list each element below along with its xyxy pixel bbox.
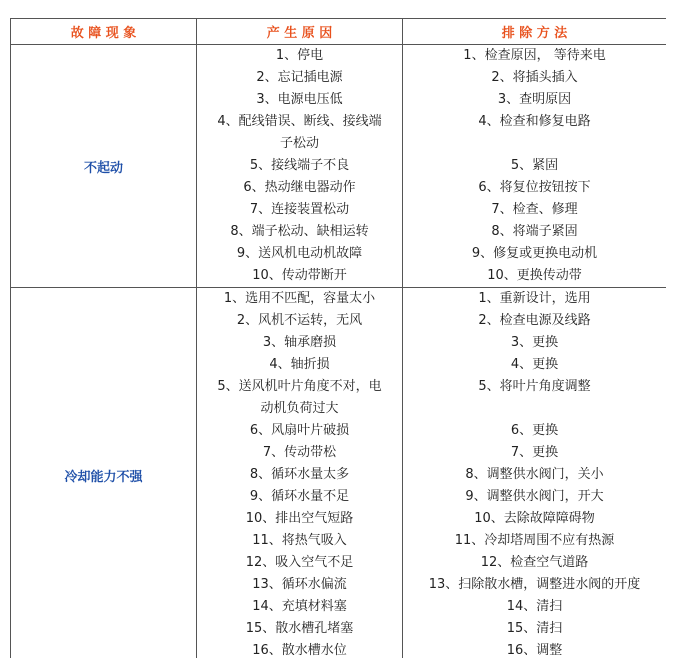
header-symptom: 故 障 现 象 (11, 19, 197, 45)
header-remedy: 排 除 方 法 (403, 19, 667, 45)
cause-item: 15、散水槽孔堵塞 (197, 618, 402, 640)
cause-item: 11、将热气吸入 (197, 530, 402, 552)
remedy-item: 9、调整供水阀门，开大 (403, 486, 666, 508)
remedy-item: 13、扫除散水槽，调整进水阀的开度 (403, 574, 666, 596)
remedy-item: 7、更换 (403, 442, 666, 464)
cause-item: 2、风机不运转，无风 (197, 310, 402, 332)
remedy-list (403, 45, 667, 288)
cause-item: 动机负荷过大 (197, 398, 402, 420)
remedy-item: 8、调整供水阀门，关小 (403, 464, 666, 486)
cause-item: 2、忘记插电源 (197, 67, 402, 89)
cause-item: 3、轴承磨损 (197, 332, 402, 354)
cause-item: 5、送风机叶片角度不对，电 (197, 376, 402, 398)
cause-item: 1、停电 (197, 45, 402, 67)
table-row (11, 45, 667, 288)
header-row (11, 19, 667, 45)
cause-item: 8、端子松动、缺相运转 (197, 221, 402, 243)
remedy-item: 5、将叶片角度调整 (403, 376, 666, 398)
remedy-item: 8、将端子紧固 (403, 221, 666, 243)
fault-table (10, 18, 666, 658)
table-row (11, 288, 667, 658)
header-cause: 产 生 原 因 (197, 19, 403, 45)
remedy-item: 3、查明原因 (403, 89, 666, 111)
remedy-item: 5、紧固 (403, 155, 666, 177)
cause-item: 3、电源电压低 (197, 89, 402, 111)
remedy-item: 2、将插头插入 (403, 67, 666, 89)
cause-list (197, 288, 403, 658)
remedy-item: 9、修复或更换电动机 (403, 243, 666, 265)
cause-item: 6、热动继电器动作 (197, 177, 402, 199)
cause-item: 10、传动带断开 (197, 265, 402, 287)
cause-item: 12、吸入空气不足 (197, 552, 402, 574)
cause-item: 8、循环水量太多 (197, 464, 402, 486)
remedy-item: 14、清扫 (403, 596, 666, 618)
cause-item: 9、送风机电动机故障 (197, 243, 402, 265)
cause-item: 9、循环水量不足 (197, 486, 402, 508)
remedy-item: 6、更换 (403, 420, 666, 442)
remedy-item: 7、检查、修理 (403, 199, 666, 221)
remedy-item: 12、检查空气道路 (403, 552, 666, 574)
cause-item: 7、连接装置松动 (197, 199, 402, 221)
remedy-item (403, 133, 666, 155)
remedy-item: 10、更换传动带 (403, 265, 666, 287)
remedy-item: 4、更换 (403, 354, 666, 376)
cause-item: 4、配线错误、断线、接线端 (197, 111, 402, 133)
cause-item: 子松动 (197, 133, 402, 155)
cause-item: 6、风扇叶片破损 (197, 420, 402, 442)
cause-item: 13、循环水偏流 (197, 574, 402, 596)
remedy-item: 10、去除故障障碍物 (403, 508, 666, 530)
remedy-item: 2、检查电源及线路 (403, 310, 666, 332)
cause-list (197, 45, 403, 288)
remedy-list (403, 288, 667, 658)
remedy-item: 15、清扫 (403, 618, 666, 640)
cause-item: 10、排出空气短路 (197, 508, 402, 530)
cause-item: 1、选用不匹配，容量太小 (197, 288, 402, 310)
remedy-item: 4、检查和修复电路 (403, 111, 666, 133)
remedy-item (403, 398, 666, 420)
remedy-item: 6、将复位按钮按下 (403, 177, 666, 199)
remedy-item: 1、重新设计，选用 (403, 288, 666, 310)
remedy-item: 11、冷却塔周围不应有热源 (403, 530, 666, 552)
remedy-item: 16、调整 (403, 640, 666, 658)
cause-item: 4、轴折损 (197, 354, 402, 376)
cause-item: 16、散水槽水位 (197, 640, 402, 658)
cause-item: 7、传动带松 (197, 442, 402, 464)
cause-item: 14、充填材料塞 (197, 596, 402, 618)
category-cell: 不起动 (11, 45, 197, 288)
fault-table-container (10, 18, 666, 658)
cause-item: 5、接线端子不良 (197, 155, 402, 177)
remedy-item: 3、更换 (403, 332, 666, 354)
category-cell: 冷却能力不强 (11, 288, 197, 658)
remedy-item: 1、检查原因， 等待来电 (403, 45, 666, 67)
